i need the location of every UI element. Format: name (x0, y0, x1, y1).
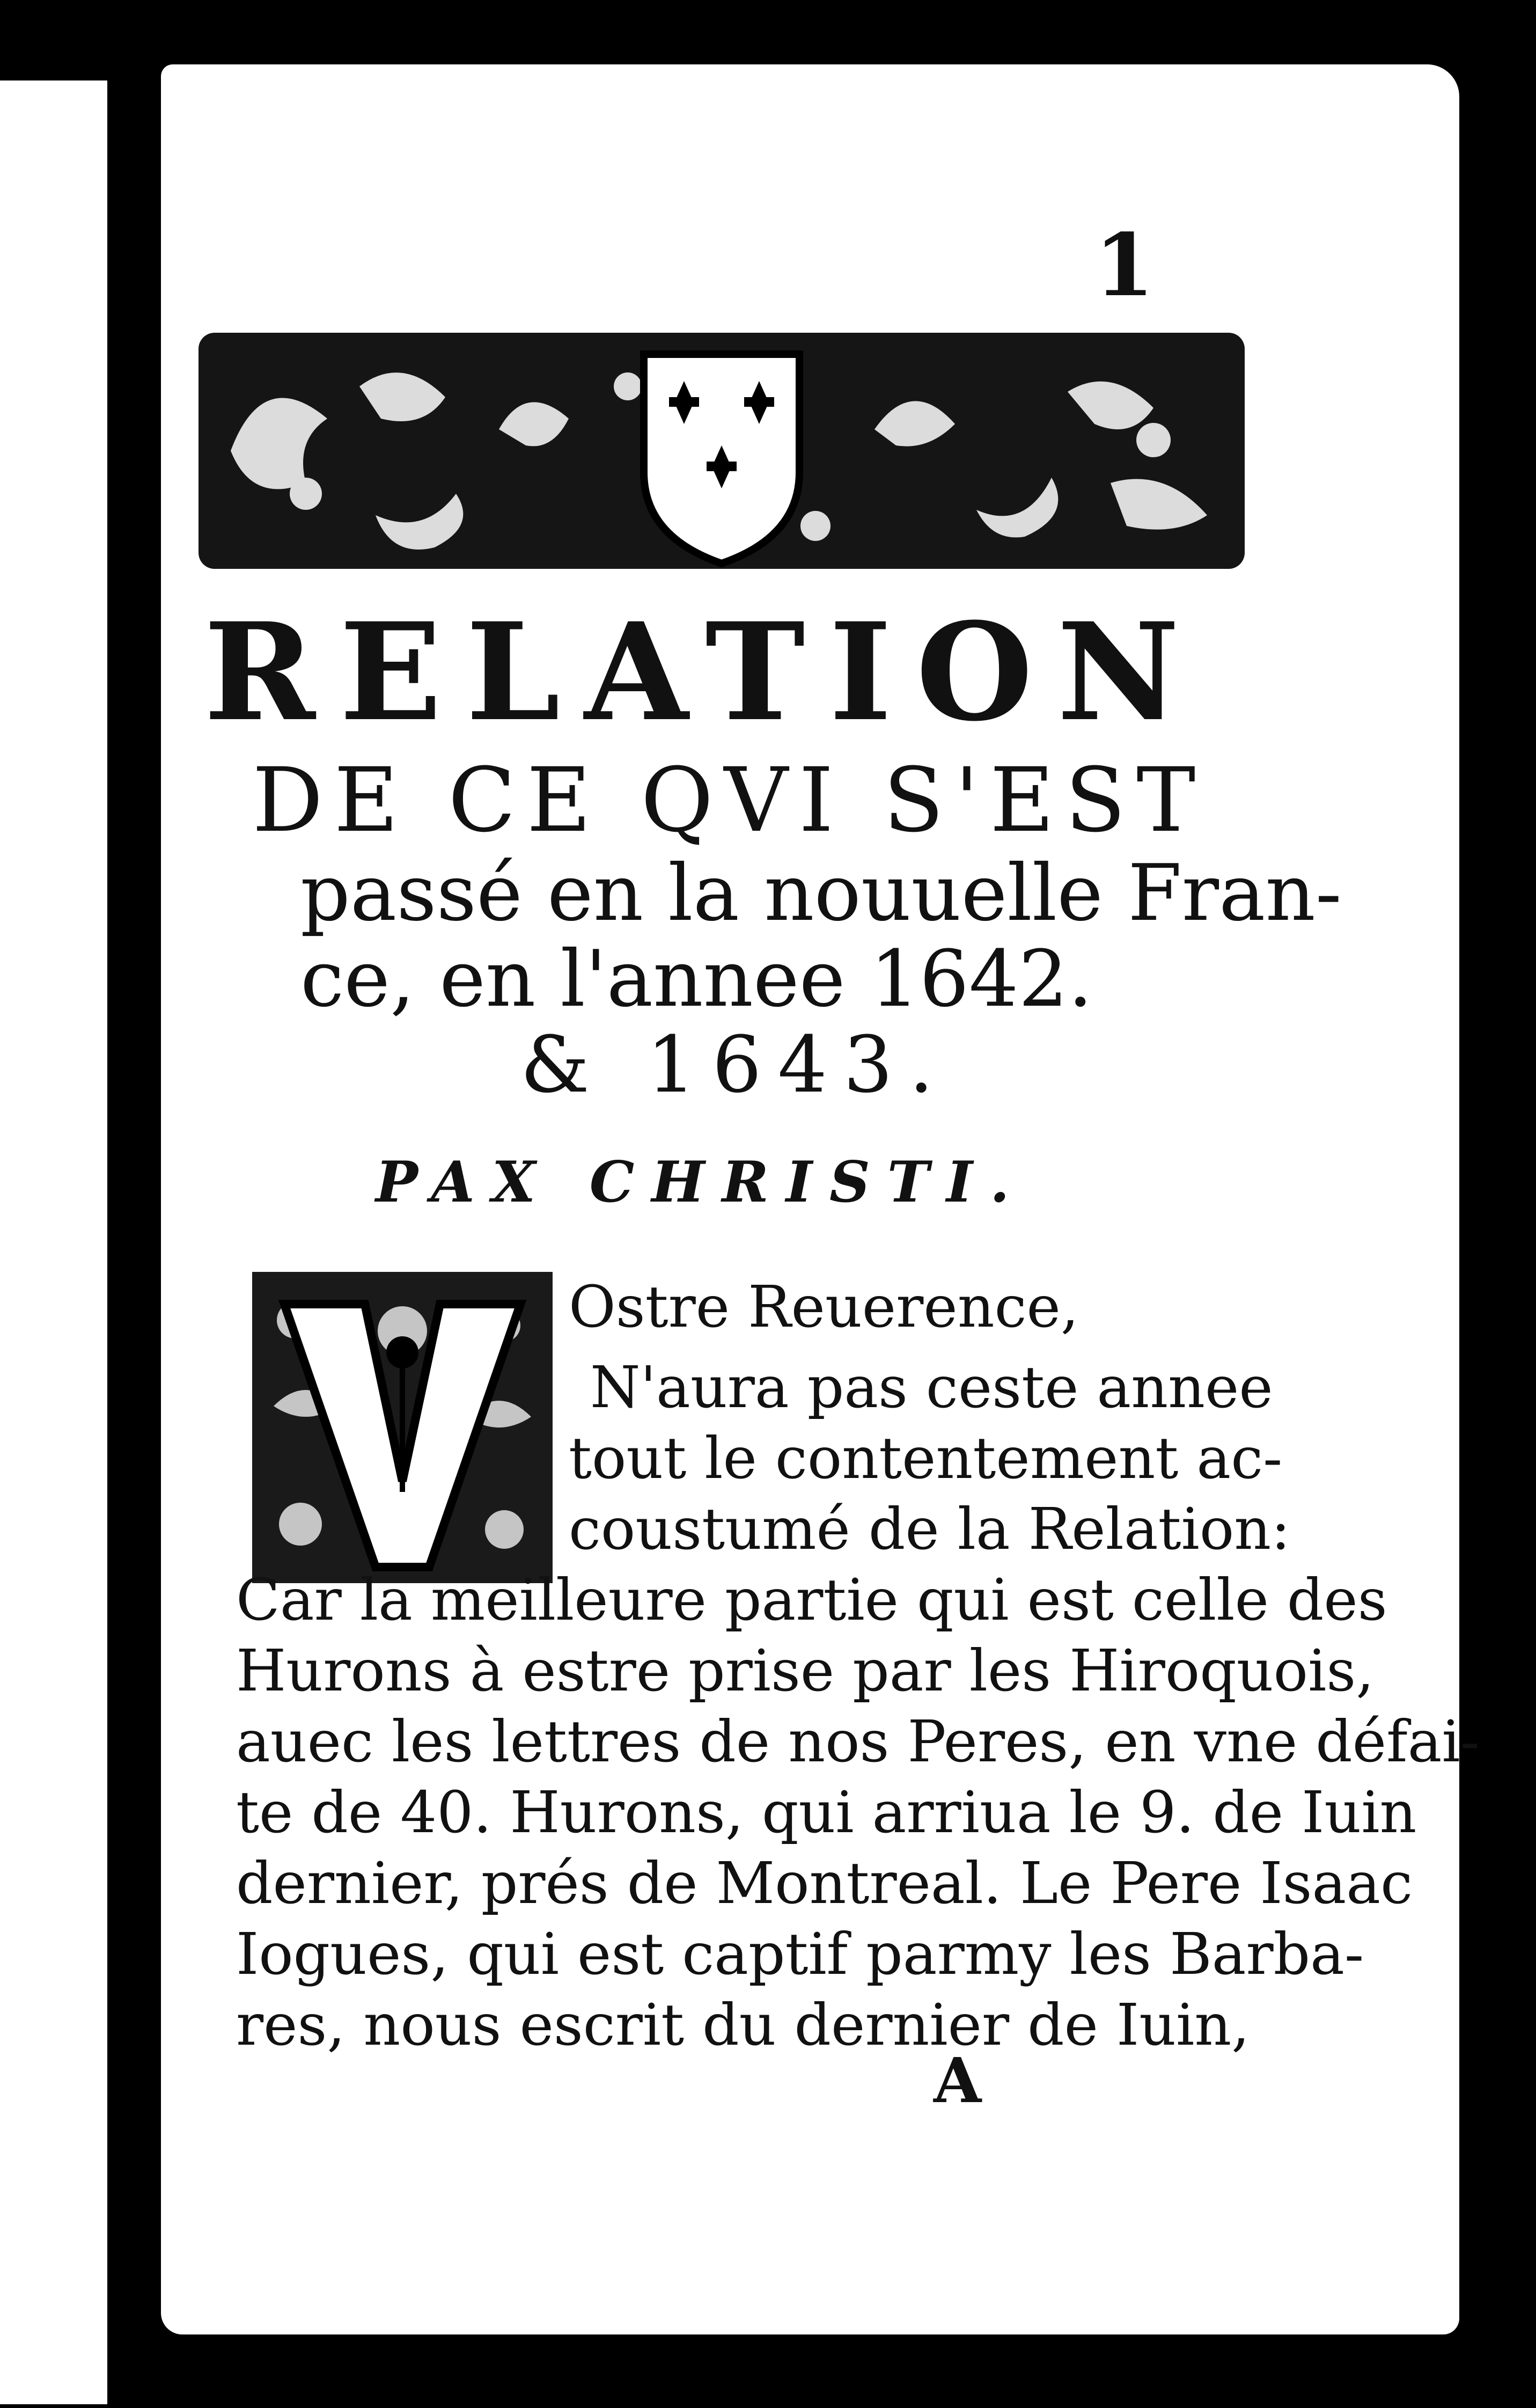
subtitle-line-1: passé en la nouuelle Fran- (300, 848, 1342, 939)
body-line: N'aura pas ceste annee (590, 1355, 1273, 1421)
subtitle-line-3: & 1643. (520, 1020, 950, 1110)
body-line: coustumé de la Relation: (569, 1496, 1291, 1563)
salutation: PAX CHRISTI. (376, 1148, 1027, 1215)
body-line: te de 40. Hurons, qui arriua le 9. de Iuin (236, 1780, 1417, 1846)
ornamental-headpiece (199, 322, 1245, 580)
body-line: res, nous escrit du dernier de Iuin, (236, 1992, 1250, 2059)
body-line: auec les lettres de nos Peres, en vne défai- (236, 1709, 1480, 1775)
decorated-initial-v (252, 1272, 553, 1583)
subtitle: DE CE QVI S'EST (252, 749, 1207, 852)
subtitle-line-2: ce, en l'annee 1642. (300, 934, 1093, 1024)
coat-of-arms-shield (644, 354, 799, 563)
body-line: Ostre Reuerence, (569, 1274, 1079, 1341)
title: RELATION (204, 593, 1204, 751)
adjacent-page-edge (0, 80, 107, 2404)
body-line: dernier, prés de Montreal. Le Pere Isaac (236, 1850, 1413, 1917)
body-line: Car la meilleure partie qui est celle des (236, 1567, 1387, 1634)
signature-mark: A (934, 2045, 982, 2117)
page-number: 1 (1094, 215, 1155, 316)
body-line: Iogues, qui est captif parmy les Barba- (236, 1921, 1364, 1988)
body-line: Hurons à estre prise par les Hiroquois, (236, 1638, 1375, 1704)
body-line: tout le contentement ac- (569, 1425, 1283, 1492)
